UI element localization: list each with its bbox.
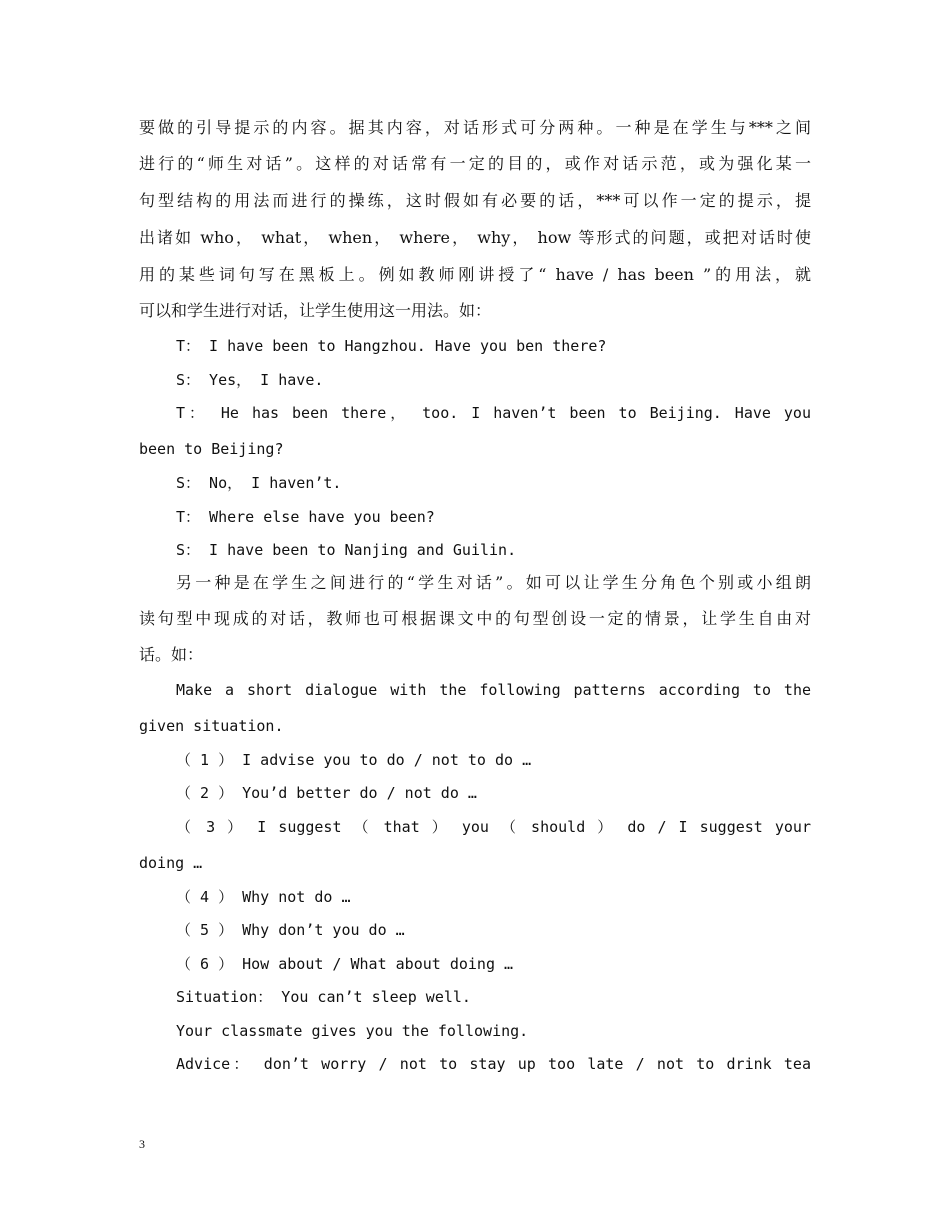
paragraph-line: 进行的“师生对话”。这样的对话常有一定的目的，或作对话示范，或为强化某一 <box>139 154 811 173</box>
paragraph-line: 要做的引导提示的内容。据其内容，对话形式可分两种。一种是在学生与***之间 <box>139 118 811 137</box>
dialogue-line: S： No， I haven’t. <box>176 474 342 492</box>
pattern-item: （ 3 ） I suggest （ that ） you （ should ） do / I suggest your <box>176 818 811 836</box>
pattern-item: （ 2 ） You’d better do / not do … <box>176 784 477 802</box>
paragraph-line: 出诸如 who， what， when， where， why， how 等形式的问题，或把对话时使 <box>139 228 811 247</box>
paragraph-line: 可以和学生进行对话，让学生使用这一用法。如： <box>139 301 492 320</box>
exercise-line: Your classmate gives you the following. <box>176 1022 529 1040</box>
paragraph-line: 读句型中现成的对话，教师也可根据课文中的句型创设一定的情景，让学生自由对 <box>139 609 811 628</box>
page-number: 3 <box>139 1137 145 1151</box>
dialogue-line: S： Yes， I have. <box>176 371 324 389</box>
pattern-item: doing … <box>139 854 203 872</box>
pattern-item: （ 6 ） How about / What about doing … <box>176 955 514 973</box>
pattern-item: （ 5 ） Why don’t you do … <box>176 921 405 939</box>
dialogue-line: been to Beijing? <box>139 440 284 458</box>
pattern-item: （ 1 ） I advise you to do / not to do … <box>176 751 532 769</box>
exercise-line: Situation： You can’t sleep well. <box>176 988 471 1006</box>
pattern-item: （ 4 ） Why not do … <box>176 888 351 906</box>
exercise-line: Advice： don’t worry / not to stay up too late / not to drink tea <box>176 1055 811 1073</box>
exercise-line: given situation. <box>139 717 284 735</box>
dialogue-line: T： Where else have you been? <box>176 508 435 526</box>
dialogue-line: S： I have been to Nanjing and Guilin. <box>176 541 517 559</box>
paragraph-line: 另一种是在学生之间进行的“学生对话”。如可以让学生分角色个别或小组朗 <box>176 573 811 592</box>
paragraph-line: 句型结构的用法而进行的操练，这时假如有必要的话，***可以作一定的提示，提 <box>139 191 811 210</box>
paragraph-line: 用的某些词句写在黑板上。例如教师刚讲授了“ have / has been ”的用法，就 <box>139 265 811 284</box>
paragraph-line: 话。如： <box>139 645 204 664</box>
dialogue-line: T： I have been to Hangzhou. Have you ben there? <box>176 337 607 355</box>
dialogue-line: T： He has been there， too. I haven’t been to Beijing. Have you <box>176 404 811 422</box>
exercise-line: Make a short dialogue with the following patterns according to the <box>176 681 811 699</box>
